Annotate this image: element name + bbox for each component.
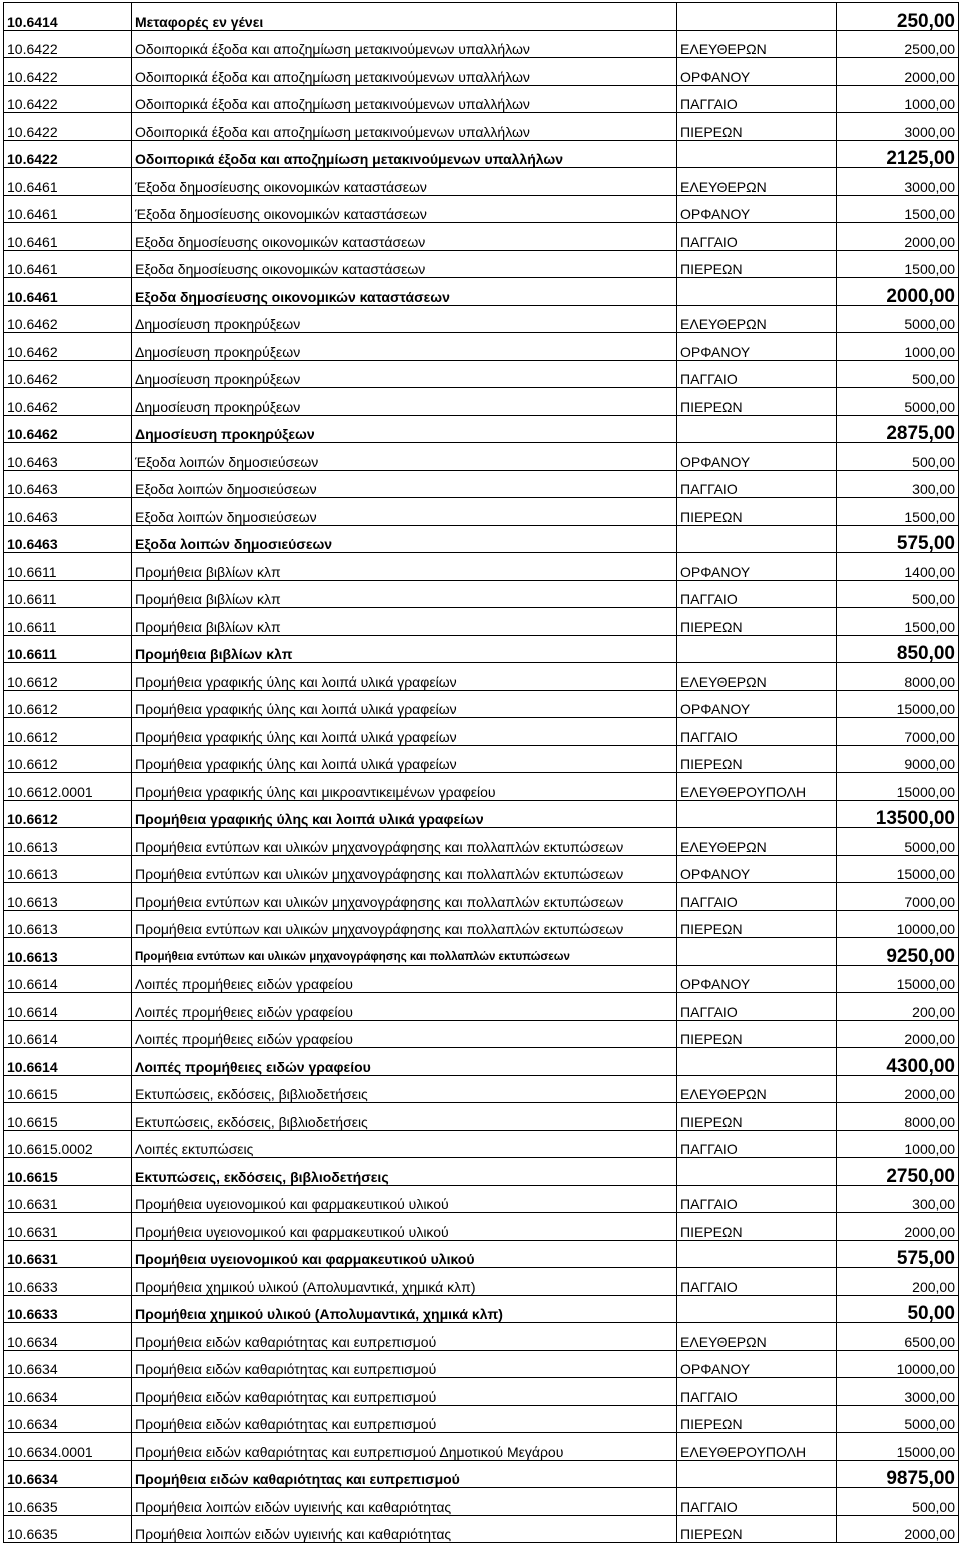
table-row	[4, 388, 959, 416]
description-cell: Προμήθεια ειδών καθαριότητας και ευπρεπισμού	[132, 1405, 677, 1433]
description-cell: Προμήθεια υγειονομικού και φαρμακευτικού υλικού	[132, 1185, 677, 1213]
account-code-cell: 10.6615	[4, 1103, 132, 1131]
location-cell: ΠΙΕΡΕΩΝ	[677, 608, 837, 636]
description-cell: Προμήθεια χημικού υλικού (Απολυμαντικά, χημικά κλπ)	[132, 1268, 677, 1296]
table-row	[4, 85, 959, 113]
account-code-cell: 10.6631	[4, 1240, 132, 1268]
amount-cell: 50,00	[837, 1295, 959, 1323]
amount-cell: 5000,00	[837, 1405, 959, 1433]
table-row	[4, 993, 959, 1021]
description-cell: Προμήθεια ειδών καθαριότητας και ευπρεπισμού Δημοτικού Μεγάρου	[132, 1433, 677, 1461]
location-cell: ΟΡΦΑΝΟΥ	[677, 1350, 837, 1378]
amount-cell: 1500,00	[837, 498, 959, 526]
description-cell: Προμήθεια γραφικής ύλης και λοιπά υλικά γραφείων	[132, 745, 677, 773]
table-row-total	[4, 1460, 959, 1488]
table-row	[4, 223, 959, 251]
location-cell: ΠΑΓΓΑΙΟ	[677, 1488, 837, 1516]
description-cell: Εξοδα δημοσίευσης οικονομικών καταστάσεων	[132, 250, 677, 278]
description-cell: Προμήθεια ειδών καθαριότητας και ευπρεπισμού	[132, 1350, 677, 1378]
account-code-cell: 10.6613	[4, 828, 132, 856]
table-row	[4, 965, 959, 993]
account-code-cell: 10.6634	[4, 1405, 132, 1433]
account-code-cell: 10.6634	[4, 1350, 132, 1378]
account-code-cell: 10.6614	[4, 965, 132, 993]
description-cell: Προμήθεια βιβλίων κλπ	[132, 580, 677, 608]
description-cell: Δημοσίευση προκηρύξεων	[132, 360, 677, 388]
account-code-cell: 10.6422	[4, 85, 132, 113]
amount-cell: 2000,00	[837, 1075, 959, 1103]
account-code-cell: 10.6611	[4, 635, 132, 663]
table-row	[4, 58, 959, 86]
account-code-cell: 10.6414	[4, 3, 132, 31]
amount-cell: 15000,00	[837, 965, 959, 993]
account-code-cell: 10.6462	[4, 305, 132, 333]
table-row	[4, 168, 959, 196]
table-row	[4, 305, 959, 333]
account-code-cell: 10.6631	[4, 1185, 132, 1213]
description-cell: Δημοσίευση προκηρύξεων	[132, 305, 677, 333]
account-code-cell: 10.6461	[4, 250, 132, 278]
location-cell: ΠΑΓΓΑΙΟ	[677, 1130, 837, 1158]
table-row	[4, 498, 959, 526]
table-row	[4, 1185, 959, 1213]
description-cell: Εκτυπώσεις, εκδόσεις, βιβλιοδετήσεις	[132, 1158, 677, 1186]
location-cell: ΕΛΕΥΘΕΡΩΝ	[677, 1075, 837, 1103]
amount-cell: 4300,00	[837, 1048, 959, 1076]
amount-cell: 2500,00	[837, 30, 959, 58]
amount-cell: 1000,00	[837, 1130, 959, 1158]
table-row-total	[4, 140, 959, 168]
location-cell	[677, 278, 837, 306]
table-row	[4, 443, 959, 471]
table-row-total	[4, 635, 959, 663]
description-cell: Οδοιπορικά έξοδα και αποζημίωση μετακινούμενων υπαλλήλων	[132, 30, 677, 58]
location-cell: ΕΛΕΥΘΕΡΩΝ	[677, 30, 837, 58]
table-row	[4, 1213, 959, 1241]
account-code-cell: 10.6611	[4, 608, 132, 636]
account-code-cell: 10.6461	[4, 278, 132, 306]
account-code-cell: 10.6612	[4, 800, 132, 828]
description-cell: Δημοσίευση προκηρύξεων	[132, 333, 677, 361]
location-cell: ΠΙΕΡΕΩΝ	[677, 498, 837, 526]
amount-cell: 9000,00	[837, 745, 959, 773]
table-row	[4, 1130, 959, 1158]
table-row	[4, 883, 959, 911]
description-cell: Εξοδα λοιπών δημοσιεύσεων	[132, 470, 677, 498]
account-code-cell: 10.6462	[4, 360, 132, 388]
amount-cell: 2000,00	[837, 1213, 959, 1241]
description-cell: Οδοιπορικά έξοδα και αποζημίωση μετακινούμενων υπαλλήλων	[132, 85, 677, 113]
location-cell: ΠΙΕΡΕΩΝ	[677, 1515, 837, 1543]
description-cell: Προμήθεια ειδών καθαριότητας και ευπρεπισμού	[132, 1378, 677, 1406]
location-cell: ΟΡΦΑΝΟΥ	[677, 58, 837, 86]
account-code-cell: 10.6463	[4, 498, 132, 526]
location-cell	[677, 415, 837, 443]
table-row	[4, 333, 959, 361]
table-row-total	[4, 938, 959, 966]
table-row	[4, 828, 959, 856]
amount-cell: 15000,00	[837, 773, 959, 801]
amount-cell: 200,00	[837, 993, 959, 1021]
table-row	[4, 1515, 959, 1543]
amount-cell: 2000,00	[837, 1515, 959, 1543]
description-cell: Προμήθεια γραφικής ύλης και μικροαντικειμένων γραφείου	[132, 773, 677, 801]
table-row	[4, 608, 959, 636]
location-cell: ΠΑΓΓΑΙΟ	[677, 360, 837, 388]
location-cell: ΠΙΕΡΕΩΝ	[677, 1405, 837, 1433]
description-cell: Εκτυπώσεις, εκδόσεις, βιβλιοδετήσεις	[132, 1075, 677, 1103]
location-cell: ΕΛΕΥΘΕΡΟΥΠΟΛΗ	[677, 773, 837, 801]
table-row-total	[4, 1295, 959, 1323]
location-cell: ΟΡΦΑΝΟΥ	[677, 855, 837, 883]
amount-cell: 10000,00	[837, 910, 959, 938]
account-code-cell: 10.6615	[4, 1075, 132, 1103]
description-cell: Προμήθεια λοιπών ειδών υγιεινής και καθαριότητας	[132, 1488, 677, 1516]
description-cell: Προμήθεια ειδών καθαριότητας και ευπρεπισμού	[132, 1323, 677, 1351]
table-row	[4, 910, 959, 938]
amount-cell: 5000,00	[837, 305, 959, 333]
description-cell: Προμήθεια υγειονομικού και φαρμακευτικού υλικού	[132, 1240, 677, 1268]
account-code-cell: 10.6634	[4, 1378, 132, 1406]
location-cell: ΠΑΓΓΑΙΟ	[677, 1378, 837, 1406]
account-code-cell: 10.6611	[4, 553, 132, 581]
table-row-total	[4, 1048, 959, 1076]
table-row	[4, 1350, 959, 1378]
amount-cell: 2000,00	[837, 1020, 959, 1048]
amount-cell: 5000,00	[837, 388, 959, 416]
table-row	[4, 690, 959, 718]
account-code-cell: 10.6634.0001	[4, 1433, 132, 1461]
table-row	[4, 773, 959, 801]
account-code-cell: 10.6461	[4, 223, 132, 251]
table-row	[4, 360, 959, 388]
location-cell: ΠΑΓΓΑΙΟ	[677, 993, 837, 1021]
table-row-total	[4, 1240, 959, 1268]
amount-cell: 2750,00	[837, 1158, 959, 1186]
budget-table	[3, 2, 959, 1543]
description-cell: Προμήθεια βιβλίων κλπ	[132, 635, 677, 663]
table-row	[4, 745, 959, 773]
location-cell: ΕΛΕΥΘΕΡΩΝ	[677, 168, 837, 196]
amount-cell: 200,00	[837, 1268, 959, 1296]
amount-cell: 7000,00	[837, 718, 959, 746]
table-row	[4, 1075, 959, 1103]
location-cell: ΠΙΕΡΕΩΝ	[677, 1213, 837, 1241]
amount-cell: 250,00	[837, 3, 959, 31]
location-cell: ΟΡΦΑΝΟΥ	[677, 195, 837, 223]
table-row	[4, 1103, 959, 1131]
description-cell: Οδοιπορικά έξοδα και αποζημίωση μετακινούμενων υπαλλήλων	[132, 58, 677, 86]
account-code-cell: 10.6615	[4, 1158, 132, 1186]
table-row	[4, 553, 959, 581]
amount-cell: 575,00	[837, 525, 959, 553]
amount-cell: 13500,00	[837, 800, 959, 828]
account-code-cell: 10.6613	[4, 855, 132, 883]
description-cell: Προμήθεια εντύπων και υλικών μηχανογράφησης και πολλαπλών εκτυπώσεων	[132, 910, 677, 938]
amount-cell: 1400,00	[837, 553, 959, 581]
description-cell: Λοιπές προμήθειες ειδών γραφείου	[132, 1020, 677, 1048]
table-row-total	[4, 1158, 959, 1186]
description-cell: Προμήθεια γραφικής ύλης και λοιπά υλικά γραφείων	[132, 663, 677, 691]
description-cell: Προμήθεια γραφικής ύλης και λοιπά υλικά γραφείων	[132, 800, 677, 828]
description-cell: Προμήθεια υγειονομικού και φαρμακευτικού υλικού	[132, 1213, 677, 1241]
description-cell: Εξοδα δημοσίευσης οικονομικών καταστάσεων	[132, 223, 677, 251]
description-cell: Δημοσίευση προκηρύξεων	[132, 415, 677, 443]
amount-cell: 2000,00	[837, 278, 959, 306]
amount-cell: 1500,00	[837, 250, 959, 278]
amount-cell: 500,00	[837, 1488, 959, 1516]
amount-cell: 2875,00	[837, 415, 959, 443]
table-row	[4, 663, 959, 691]
location-cell: ΠΑΓΓΑΙΟ	[677, 883, 837, 911]
description-cell: Λοιπές προμήθειες ειδών γραφείου	[132, 965, 677, 993]
amount-cell: 8000,00	[837, 663, 959, 691]
table-row	[4, 718, 959, 746]
amount-cell: 2125,00	[837, 140, 959, 168]
account-code-cell: 10.6613	[4, 938, 132, 966]
amount-cell: 1000,00	[837, 85, 959, 113]
location-cell: ΠΑΓΓΑΙΟ	[677, 470, 837, 498]
location-cell	[677, 635, 837, 663]
table-row	[4, 250, 959, 278]
description-cell: Προμήθεια γραφικής ύλης και λοιπά υλικά γραφείων	[132, 690, 677, 718]
description-cell: Προμήθεια ειδών καθαριότητας και ευπρεπισμού	[132, 1460, 677, 1488]
amount-cell: 500,00	[837, 580, 959, 608]
table-row	[4, 1020, 959, 1048]
account-code-cell: 10.6612	[4, 663, 132, 691]
account-code-cell: 10.6462	[4, 415, 132, 443]
description-cell: Προμήθεια γραφικής ύλης και λοιπά υλικά γραφείων	[132, 718, 677, 746]
account-code-cell: 10.6422	[4, 140, 132, 168]
amount-cell: 2000,00	[837, 223, 959, 251]
amount-cell: 10000,00	[837, 1350, 959, 1378]
amount-cell: 3000,00	[837, 168, 959, 196]
location-cell: ΟΡΦΑΝΟΥ	[677, 333, 837, 361]
account-code-cell: 10.6635	[4, 1515, 132, 1543]
description-cell: Δημοσίευση προκηρύξεων	[132, 388, 677, 416]
description-cell: Προμήθεια εντύπων και υλικών μηχανογράφησης και πολλαπλών εκτυπώσεων	[132, 855, 677, 883]
table-row	[4, 580, 959, 608]
amount-cell: 3000,00	[837, 113, 959, 141]
table-row	[4, 1405, 959, 1433]
amount-cell: 500,00	[837, 360, 959, 388]
description-cell: Λοιπές προμήθειες ειδών γραφείου	[132, 1048, 677, 1076]
account-code-cell: 10.6462	[4, 333, 132, 361]
account-code-cell: 10.6463	[4, 443, 132, 471]
account-code-cell: 10.6422	[4, 113, 132, 141]
amount-cell: 500,00	[837, 443, 959, 471]
location-cell: ΠΑΓΓΑΙΟ	[677, 580, 837, 608]
amount-cell: 300,00	[837, 470, 959, 498]
table-row	[4, 1488, 959, 1516]
account-code-cell: 10.6612	[4, 718, 132, 746]
location-cell: ΕΛΕΥΘΕΡΩΝ	[677, 828, 837, 856]
amount-cell: 6500,00	[837, 1323, 959, 1351]
location-cell: ΠΑΓΓΑΙΟ	[677, 223, 837, 251]
account-code-cell: 10.6612.0001	[4, 773, 132, 801]
table-row	[4, 1433, 959, 1461]
table-row	[4, 113, 959, 141]
location-cell: ΠΑΓΓΑΙΟ	[677, 85, 837, 113]
location-cell	[677, 525, 837, 553]
table-row	[4, 855, 959, 883]
amount-cell: 8000,00	[837, 1103, 959, 1131]
amount-cell: 9250,00	[837, 938, 959, 966]
description-cell: Εκτυπώσεις, εκδόσεις, βιβλιοδετήσεις	[132, 1103, 677, 1131]
account-code-cell: 10.6461	[4, 168, 132, 196]
budget-table-body	[4, 3, 959, 1543]
description-cell: Προμήθεια εντύπων και υλικών μηχανογράφησης και πολλαπλών εκτυπώσεων	[132, 828, 677, 856]
amount-cell: 5000,00	[837, 828, 959, 856]
description-cell: Εξοδα λοιπών δημοσιεύσεων	[132, 498, 677, 526]
amount-cell: 3000,00	[837, 1378, 959, 1406]
location-cell: ΠΙΕΡΕΩΝ	[677, 388, 837, 416]
description-cell: Λοιπές προμήθειες ειδών γραφείου	[132, 993, 677, 1021]
description-cell: Έξοδα δημοσίευσης οικονομικών καταστάσεων	[132, 195, 677, 223]
description-cell: Προμήθεια χημικού υλικού (Απολυμαντικά, χημικά κλπ)	[132, 1295, 677, 1323]
description-cell: Προμήθεια βιβλίων κλπ	[132, 553, 677, 581]
account-code-cell: 10.6463	[4, 470, 132, 498]
amount-cell: 15000,00	[837, 855, 959, 883]
description-cell: Προμήθεια βιβλίων κλπ	[132, 608, 677, 636]
location-cell	[677, 800, 837, 828]
table-row	[4, 470, 959, 498]
description-cell: Έξοδα δημοσίευσης οικονομικών καταστάσεων	[132, 168, 677, 196]
location-cell: ΟΡΦΑΝΟΥ	[677, 690, 837, 718]
description-cell: Μεταφορές εν γένει	[132, 3, 677, 31]
account-code-cell: 10.6633	[4, 1295, 132, 1323]
amount-cell: 1000,00	[837, 333, 959, 361]
location-cell: ΠΙΕΡΕΩΝ	[677, 113, 837, 141]
description-cell: Εξοδα δημοσίευσης οικονομικών καταστάσεων	[132, 278, 677, 306]
account-code-cell: 10.6614	[4, 993, 132, 1021]
location-cell: ΕΛΕΥΘΕΡΟΥΠΟΛΗ	[677, 1433, 837, 1461]
table-row-total	[4, 415, 959, 443]
account-code-cell: 10.6422	[4, 30, 132, 58]
amount-cell: 2000,00	[837, 58, 959, 86]
location-cell: ΠΙΕΡΕΩΝ	[677, 745, 837, 773]
account-code-cell: 10.6615.0002	[4, 1130, 132, 1158]
table-row-total	[4, 3, 959, 31]
table-row-total	[4, 278, 959, 306]
account-code-cell: 10.6635	[4, 1488, 132, 1516]
location-cell: ΠΙΕΡΕΩΝ	[677, 250, 837, 278]
account-code-cell: 10.6612	[4, 745, 132, 773]
description-cell: Προμήθεια λοιπών ειδών υγιεινής και καθαριότητας	[132, 1515, 677, 1543]
location-cell	[677, 3, 837, 31]
table-row	[4, 195, 959, 223]
amount-cell: 1500,00	[837, 195, 959, 223]
account-code-cell: 10.6613	[4, 910, 132, 938]
amount-cell: 1500,00	[837, 608, 959, 636]
location-cell	[677, 938, 837, 966]
table-row-total	[4, 800, 959, 828]
location-cell	[677, 1048, 837, 1076]
location-cell	[677, 1295, 837, 1323]
table-row	[4, 1268, 959, 1296]
account-code-cell: 10.6463	[4, 525, 132, 553]
account-code-cell: 10.6634	[4, 1460, 132, 1488]
description-cell: Έξοδα λοιπών δημοσιεύσεων	[132, 443, 677, 471]
description-cell: Προμήθεια εντύπων και υλικών μηχανογράφησης και πολλαπλών εκτυπώσεων	[132, 883, 677, 911]
account-code-cell: 10.6461	[4, 195, 132, 223]
amount-cell: 850,00	[837, 635, 959, 663]
account-code-cell: 10.6631	[4, 1213, 132, 1241]
table-row	[4, 1323, 959, 1351]
description-cell: Οδοιπορικά έξοδα και αποζημίωση μετακινούμενων υπαλλήλων	[132, 113, 677, 141]
account-code-cell: 10.6614	[4, 1048, 132, 1076]
location-cell: ΠΙΕΡΕΩΝ	[677, 910, 837, 938]
description-cell: Εξοδα λοιπών δημοσιεύσεων	[132, 525, 677, 553]
table-row-total	[4, 525, 959, 553]
account-code-cell: 10.6613	[4, 883, 132, 911]
location-cell: ΟΡΦΑΝΟΥ	[677, 553, 837, 581]
location-cell	[677, 1158, 837, 1186]
location-cell	[677, 1460, 837, 1488]
account-code-cell: 10.6634	[4, 1323, 132, 1351]
location-cell: ΠΑΓΓΑΙΟ	[677, 718, 837, 746]
amount-cell: 15000,00	[837, 1433, 959, 1461]
location-cell: ΠΙΕΡΕΩΝ	[677, 1103, 837, 1131]
location-cell: ΕΛΕΥΘΕΡΩΝ	[677, 305, 837, 333]
account-code-cell: 10.6611	[4, 580, 132, 608]
account-code-cell: 10.6633	[4, 1268, 132, 1296]
location-cell	[677, 1240, 837, 1268]
account-code-cell: 10.6612	[4, 690, 132, 718]
location-cell: ΠΑΓΓΑΙΟ	[677, 1268, 837, 1296]
account-code-cell: 10.6422	[4, 58, 132, 86]
location-cell: ΟΡΦΑΝΟΥ	[677, 443, 837, 471]
amount-cell: 9875,00	[837, 1460, 959, 1488]
amount-cell: 7000,00	[837, 883, 959, 911]
amount-cell: 300,00	[837, 1185, 959, 1213]
description-cell: Λοιπές εκτυπώσεις	[132, 1130, 677, 1158]
amount-cell: 575,00	[837, 1240, 959, 1268]
table-row	[4, 30, 959, 58]
location-cell: ΠΑΓΓΑΙΟ	[677, 1185, 837, 1213]
location-cell: ΟΡΦΑΝΟΥ	[677, 965, 837, 993]
account-code-cell: 10.6462	[4, 388, 132, 416]
description-cell: Προμήθεια εντύπων και υλικών μηχανογράφησης και πολλαπλών εκτυπώσεων	[132, 938, 677, 966]
location-cell: ΕΛΕΥΘΕΡΩΝ	[677, 1323, 837, 1351]
location-cell: ΠΙΕΡΕΩΝ	[677, 1020, 837, 1048]
table-row	[4, 1378, 959, 1406]
description-cell: Οδοιπορικά έξοδα και αποζημίωση μετακινούμενων υπαλλήλων	[132, 140, 677, 168]
amount-cell: 15000,00	[837, 690, 959, 718]
location-cell: ΕΛΕΥΘΕΡΩΝ	[677, 663, 837, 691]
location-cell	[677, 140, 837, 168]
account-code-cell: 10.6614	[4, 1020, 132, 1048]
